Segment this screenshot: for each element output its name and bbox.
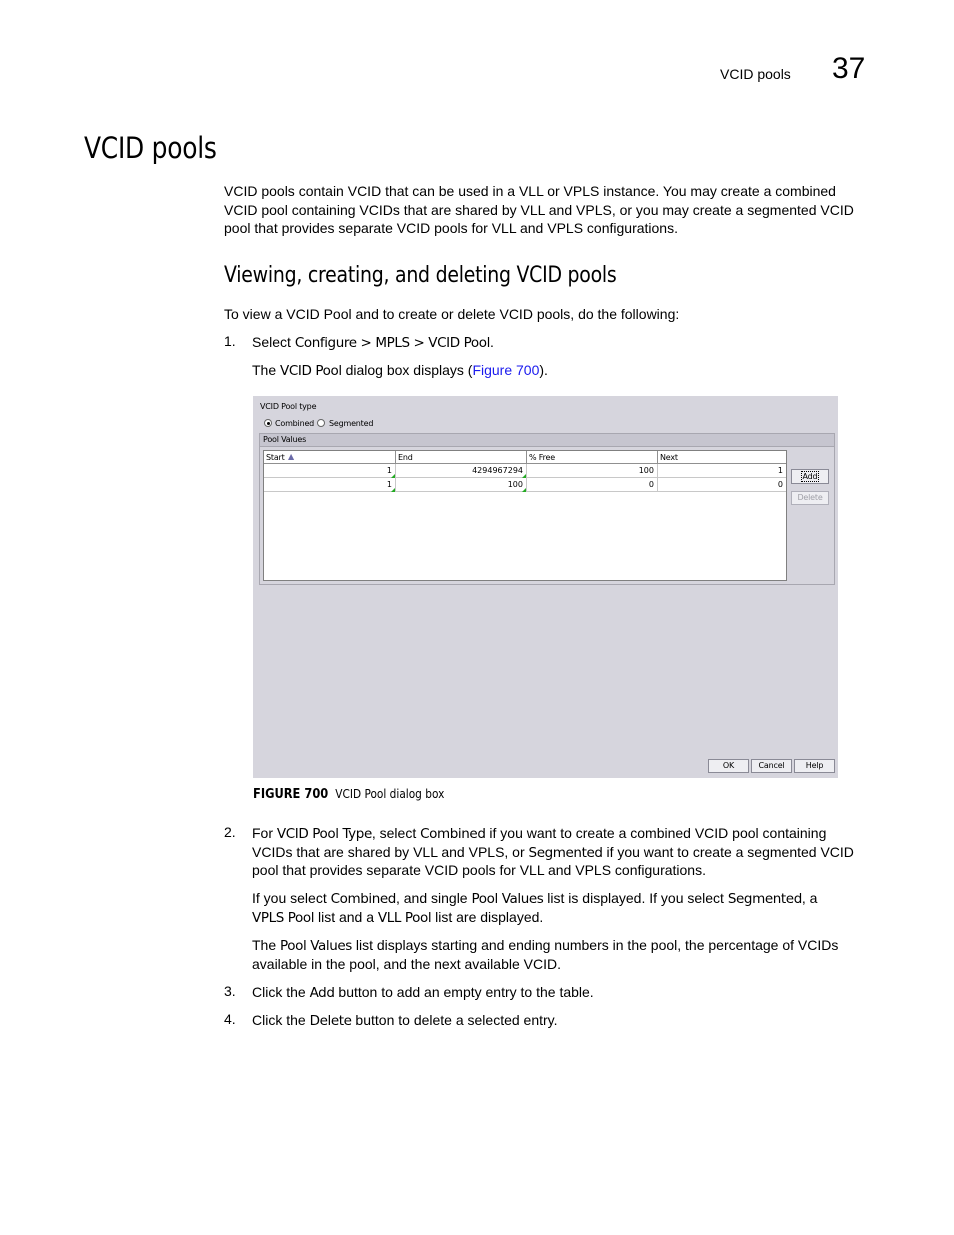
text: button to add an empty entry to the table. [334,984,594,1000]
step-1-note [252,361,548,381]
step-2-line-2 [252,843,854,863]
text: Click the [252,1012,310,1028]
text: button to delete a selected entry. [351,1012,558,1028]
table-cell[interactable]: 1 [658,464,786,478]
table-cell[interactable]: 0 [527,478,658,492]
intro-line-1: VCID pools contain VCID that can be used in a VLL or VPLS instance. You may create a combined [224,183,836,199]
step-2-line-3: pool that provides separate VCID pools for VLL and VPLS configurations. [252,862,706,878]
chapter-number: 37 [832,52,866,85]
figure-label: FIGURE 700 [253,787,329,802]
text: The [252,937,281,953]
column-header-start[interactable] [264,451,396,464]
pool-values-group [259,433,835,585]
pool-values-header [260,434,834,447]
step-4-text [252,1011,558,1031]
step-4-number: 4. [224,1011,236,1027]
step-3-text [252,983,594,1003]
term: Combined [420,826,486,842]
text: For [252,825,277,841]
term: Segmented [727,891,802,907]
term: VLL Pool [377,910,432,926]
section-heading: Viewing, creating, and deleting VCID pools [224,263,617,288]
text: If you select [252,890,331,906]
term: Pool Values [471,891,544,907]
column-free-label: % Free [529,453,555,462]
step-2-number: 2. [224,824,236,840]
note-post: ). [539,362,548,378]
pool-type-label: VCID Pool type [260,402,317,411]
cancel-button[interactable]: Cancel [751,759,792,773]
term: VPLS Pool [252,910,315,926]
text: Click the [252,984,310,1000]
radio-segmented-label: Segmented [329,419,374,428]
text: list is displayed. If you select [543,890,728,906]
column-next-label: Next [660,453,678,462]
column-end-label: End [398,453,413,462]
edit-marker-icon [522,488,526,492]
pool-values-label: Pool Values [263,435,307,444]
sort-ascending-icon: ▲ [288,452,294,461]
step-1-number: 1. [224,333,236,349]
text: list are displayed. [431,909,544,925]
column-header-next[interactable] [658,451,786,464]
term: Segmented [528,845,603,861]
table-cell[interactable]: 1 [264,464,396,478]
radio-combined-label: Combined [275,419,315,428]
step-2-para-3-line-1 [252,936,838,956]
delete-button[interactable]: Delete [791,491,829,505]
figure-title: VCID Pool dialog box [335,787,445,801]
step-2-para-2-line-1 [252,889,817,909]
table-cell[interactable]: 1 [264,478,396,492]
page-title: VCID pools [84,131,217,165]
text: if you want to create a combined VCID pool containing [485,825,827,841]
term: Pool Values [280,938,352,954]
pool-values-table[interactable] [263,450,787,581]
edit-marker-icon [391,488,395,492]
step-2-para-2-line-2 [252,908,543,928]
note-mid: dialog box displays ( [341,362,473,378]
text: list displays starting and ending numbers in the pool, the percentage of VCIDs [351,937,839,953]
figure-caption [253,787,444,802]
step-1-post: . [489,334,494,350]
term: Add [309,985,335,1001]
text: if you want to create a segmented VCID [602,844,854,860]
column-header-end[interactable] [396,451,527,464]
text: , and single [395,890,472,906]
step-2-para-3-line-2: available in the pool, and the next available VCID. [252,956,561,972]
add-button[interactable] [791,469,829,484]
table-cell[interactable]: 100 [527,464,658,478]
term: Delete [309,1013,352,1029]
menu-path: Configure > MPLS > VCID Pool [294,335,490,351]
column-start-label: Start [266,453,285,462]
radio-combined[interactable] [264,419,272,427]
note-pre: The [252,362,281,378]
step-1-pre: Select [252,334,295,350]
lead-paragraph: To view a VCID Pool and to create or delete VCID pools, do the following: [224,306,680,322]
text: VCIDs that are shared by VLL and VPLS, or [252,844,529,860]
text: , a [801,890,818,906]
radio-segmented[interactable] [317,419,325,427]
add-button-label: Add [802,472,818,481]
step-2-line-1 [252,824,826,844]
dialog-name: VCID Pool [280,363,342,379]
figure-link[interactable]: Figure 700 [472,362,540,378]
term: Combined [330,891,396,907]
text: list and a [314,909,378,925]
ok-button[interactable]: OK [708,759,749,773]
term: VCID Pool Type [276,826,372,842]
step-1-text [252,333,494,353]
intro-line-2: VCID pool containing VCIDs that are shared by VLL and VPLS, or you may create a segmented VCID [224,202,854,218]
table-cell[interactable]: 0 [658,478,786,492]
running-header-section: VCID pools [720,66,791,82]
help-button[interactable]: Help [794,759,835,773]
column-header-free[interactable] [527,451,658,464]
text: , select [371,825,421,841]
step-3-number: 3. [224,983,236,999]
table-cell[interactable]: 4294967294 [396,464,527,478]
intro-line-3: pool that provides separate VCID pools for VLL and VPLS configurations. [224,220,678,236]
table-cell[interactable]: 100 [396,478,527,492]
vcid-pool-dialog [253,396,838,778]
